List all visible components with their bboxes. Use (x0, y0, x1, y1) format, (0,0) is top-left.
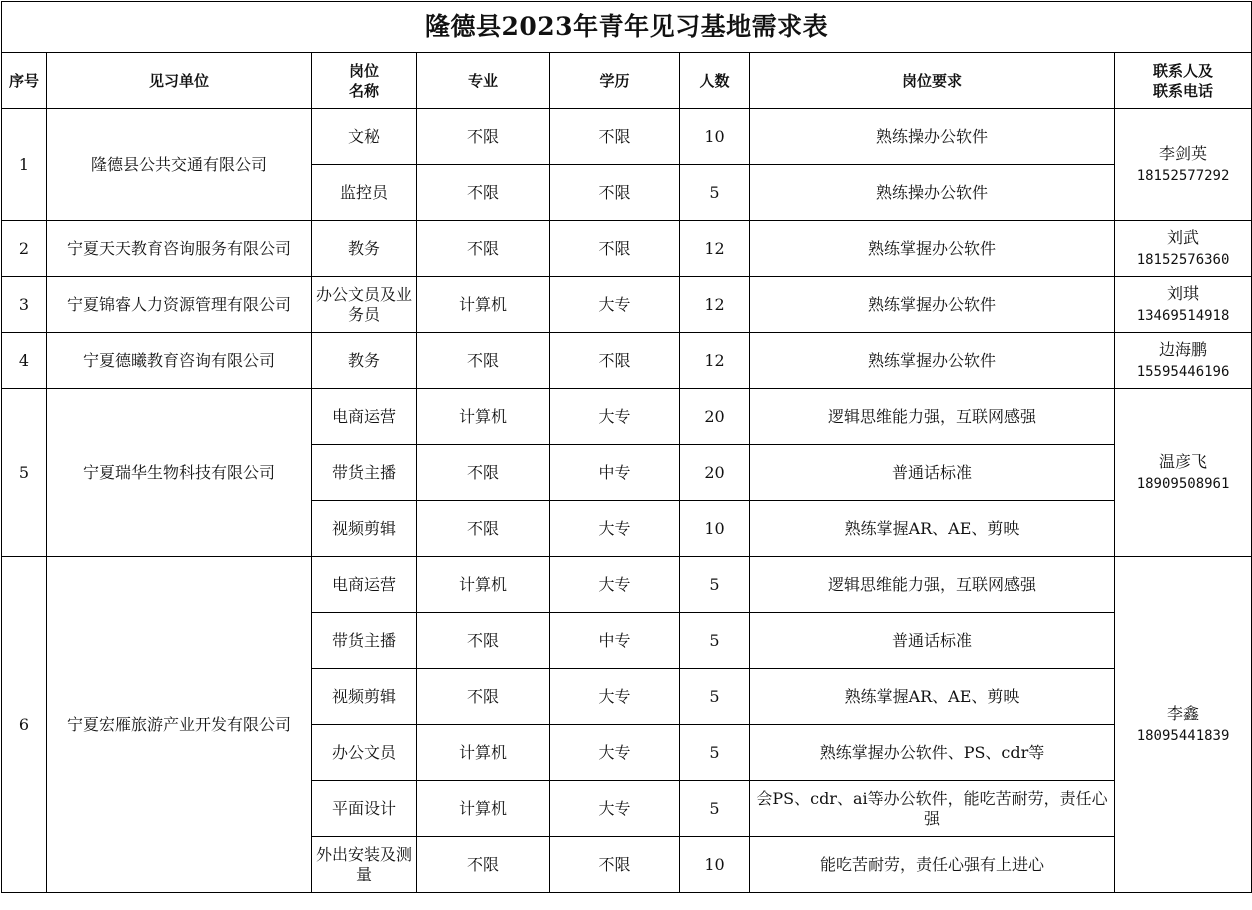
position-title: 电商运营 (312, 389, 417, 445)
contact-phone: 18152576360 (1136, 251, 1230, 268)
table-row (2, 221, 1252, 277)
position-education: 不限 (550, 221, 680, 277)
position-major: 不限 (417, 613, 550, 669)
position-count: 5 (680, 613, 750, 669)
contact-name: 温彦飞 (1159, 451, 1208, 471)
position-title: 办公文员 (312, 725, 417, 781)
contact-name: 刘武 (1167, 227, 1200, 247)
position-count: 5 (680, 165, 750, 221)
table-row (2, 333, 1252, 389)
row-index: 3 (2, 277, 47, 333)
position-count: 5 (680, 725, 750, 781)
position-count: 20 (680, 389, 750, 445)
row-index: 5 (2, 389, 47, 557)
position-major: 不限 (417, 501, 550, 557)
contact-cell (1115, 109, 1252, 221)
contact-phone: 18909508961 (1136, 475, 1230, 492)
row-index: 4 (2, 333, 47, 389)
position-education: 大专 (550, 277, 680, 333)
position-title: 电商运营 (312, 557, 417, 613)
contact-name: 边海鹏 (1159, 339, 1208, 359)
header-requirement: 岗位要求 (750, 53, 1115, 109)
unit-name: 隆德县公共交通有限公司 (47, 109, 312, 221)
position-major: 计算机 (417, 725, 550, 781)
header-index: 序号 (2, 53, 47, 109)
position-title: 平面设计 (312, 781, 417, 837)
position-education: 不限 (550, 837, 680, 893)
header-contact (1115, 53, 1252, 109)
position-title: 视频剪辑 (312, 501, 417, 557)
position-requirement: 熟练掌握办公软件 (750, 221, 1115, 277)
header-education: 学历 (550, 53, 680, 109)
unit-name: 宁夏锦睿人力资源管理有限公司 (47, 277, 312, 333)
position-education: 大专 (550, 501, 680, 557)
position-major: 不限 (417, 445, 550, 501)
position-count: 12 (680, 221, 750, 277)
position-education: 大专 (550, 557, 680, 613)
header-count: 人数 (680, 53, 750, 109)
position-count: 5 (680, 557, 750, 613)
position-requirement: 能吃苦耐劳，责任心强有上进心 (750, 837, 1115, 893)
position-count: 12 (680, 333, 750, 389)
header-position-line2: 名称 (348, 81, 379, 100)
position-requirement: 普通话标准 (750, 613, 1115, 669)
demand-table (1, 1, 1252, 893)
contact-cell (1115, 333, 1252, 389)
header-row (2, 53, 1252, 109)
position-title: 办公文员及业务员 (312, 277, 417, 333)
position-major: 不限 (417, 221, 550, 277)
row-index: 1 (2, 109, 47, 221)
position-education: 中专 (550, 613, 680, 669)
header-position-line1: 岗位 (348, 61, 379, 80)
header-contact-line1: 联系人及 (1153, 61, 1214, 80)
position-education: 不限 (550, 165, 680, 221)
page-title: 隆德县2023年青年见习基地需求表 (2, 2, 1252, 53)
position-title: 教务 (312, 221, 417, 277)
contact-phone: 18095441839 (1136, 727, 1230, 744)
position-requirement: 熟练掌握办公软件、PS、cdr等 (750, 725, 1115, 781)
position-education: 大专 (550, 781, 680, 837)
position-major: 计算机 (417, 277, 550, 333)
position-major: 计算机 (417, 389, 550, 445)
position-count: 10 (680, 837, 750, 893)
position-education: 不限 (550, 333, 680, 389)
unit-name: 宁夏德曦教育咨询有限公司 (47, 333, 312, 389)
position-major: 计算机 (417, 781, 550, 837)
contact-phone: 13469514918 (1136, 307, 1230, 324)
position-count: 5 (680, 669, 750, 725)
header-contact-line2: 联系电话 (1153, 81, 1214, 100)
position-major: 计算机 (417, 557, 550, 613)
position-requirement: 会PS、cdr、ai等办公软件，能吃苦耐劳，责任心强 (750, 781, 1115, 837)
header-position (312, 53, 417, 109)
position-requirement: 逻辑思维能力强，互联网感强 (750, 389, 1115, 445)
position-title: 视频剪辑 (312, 669, 417, 725)
contact-cell (1115, 221, 1252, 277)
position-requirement: 逻辑思维能力强，互联网感强 (750, 557, 1115, 613)
position-count: 5 (680, 781, 750, 837)
unit-name: 宁夏瑞华生物科技有限公司 (47, 389, 312, 557)
contact-cell (1115, 389, 1252, 557)
position-education: 大专 (550, 389, 680, 445)
table-row (2, 277, 1252, 333)
position-requirement: 熟练掌握AR、AE、剪映 (750, 501, 1115, 557)
position-requirement: 普通话标准 (750, 445, 1115, 501)
unit-name: 宁夏天天教育咨询服务有限公司 (47, 221, 312, 277)
position-title: 教务 (312, 333, 417, 389)
position-requirement: 熟练掌握AR、AE、剪映 (750, 669, 1115, 725)
position-requirement: 熟练操办公软件 (750, 165, 1115, 221)
position-title: 带货主播 (312, 613, 417, 669)
position-education: 大专 (550, 669, 680, 725)
table-row (2, 389, 1252, 445)
contact-phone: 15595446196 (1136, 363, 1230, 380)
contact-name: 刘琪 (1167, 283, 1200, 303)
position-title: 带货主播 (312, 445, 417, 501)
position-count: 12 (680, 277, 750, 333)
header-unit: 见习单位 (47, 53, 312, 109)
position-major: 不限 (417, 837, 550, 893)
contact-cell (1115, 277, 1252, 333)
contact-phone: 18152577292 (1136, 167, 1230, 184)
position-title: 外出安装及测量 (312, 837, 417, 893)
header-major: 专业 (417, 53, 550, 109)
position-education: 大专 (550, 725, 680, 781)
table-row (2, 557, 1252, 613)
table-row (2, 109, 1252, 165)
contact-name: 李鑫 (1167, 703, 1200, 723)
position-requirement: 熟练掌握办公软件 (750, 333, 1115, 389)
position-count: 20 (680, 445, 750, 501)
position-count: 10 (680, 501, 750, 557)
position-major: 不限 (417, 669, 550, 725)
position-major: 不限 (417, 165, 550, 221)
position-major: 不限 (417, 333, 550, 389)
unit-name: 宁夏宏雁旅游产业开发有限公司 (47, 557, 312, 893)
contact-name: 李剑英 (1159, 143, 1208, 163)
position-title: 文秘 (312, 109, 417, 165)
position-education: 中专 (550, 445, 680, 501)
position-requirement: 熟练操办公软件 (750, 109, 1115, 165)
contact-cell (1115, 557, 1252, 893)
position-requirement: 熟练掌握办公软件 (750, 277, 1115, 333)
position-major: 不限 (417, 109, 550, 165)
row-index: 2 (2, 221, 47, 277)
table-body (2, 109, 1252, 893)
position-education: 不限 (550, 109, 680, 165)
position-count: 10 (680, 109, 750, 165)
position-title: 监控员 (312, 165, 417, 221)
row-index: 6 (2, 557, 47, 893)
